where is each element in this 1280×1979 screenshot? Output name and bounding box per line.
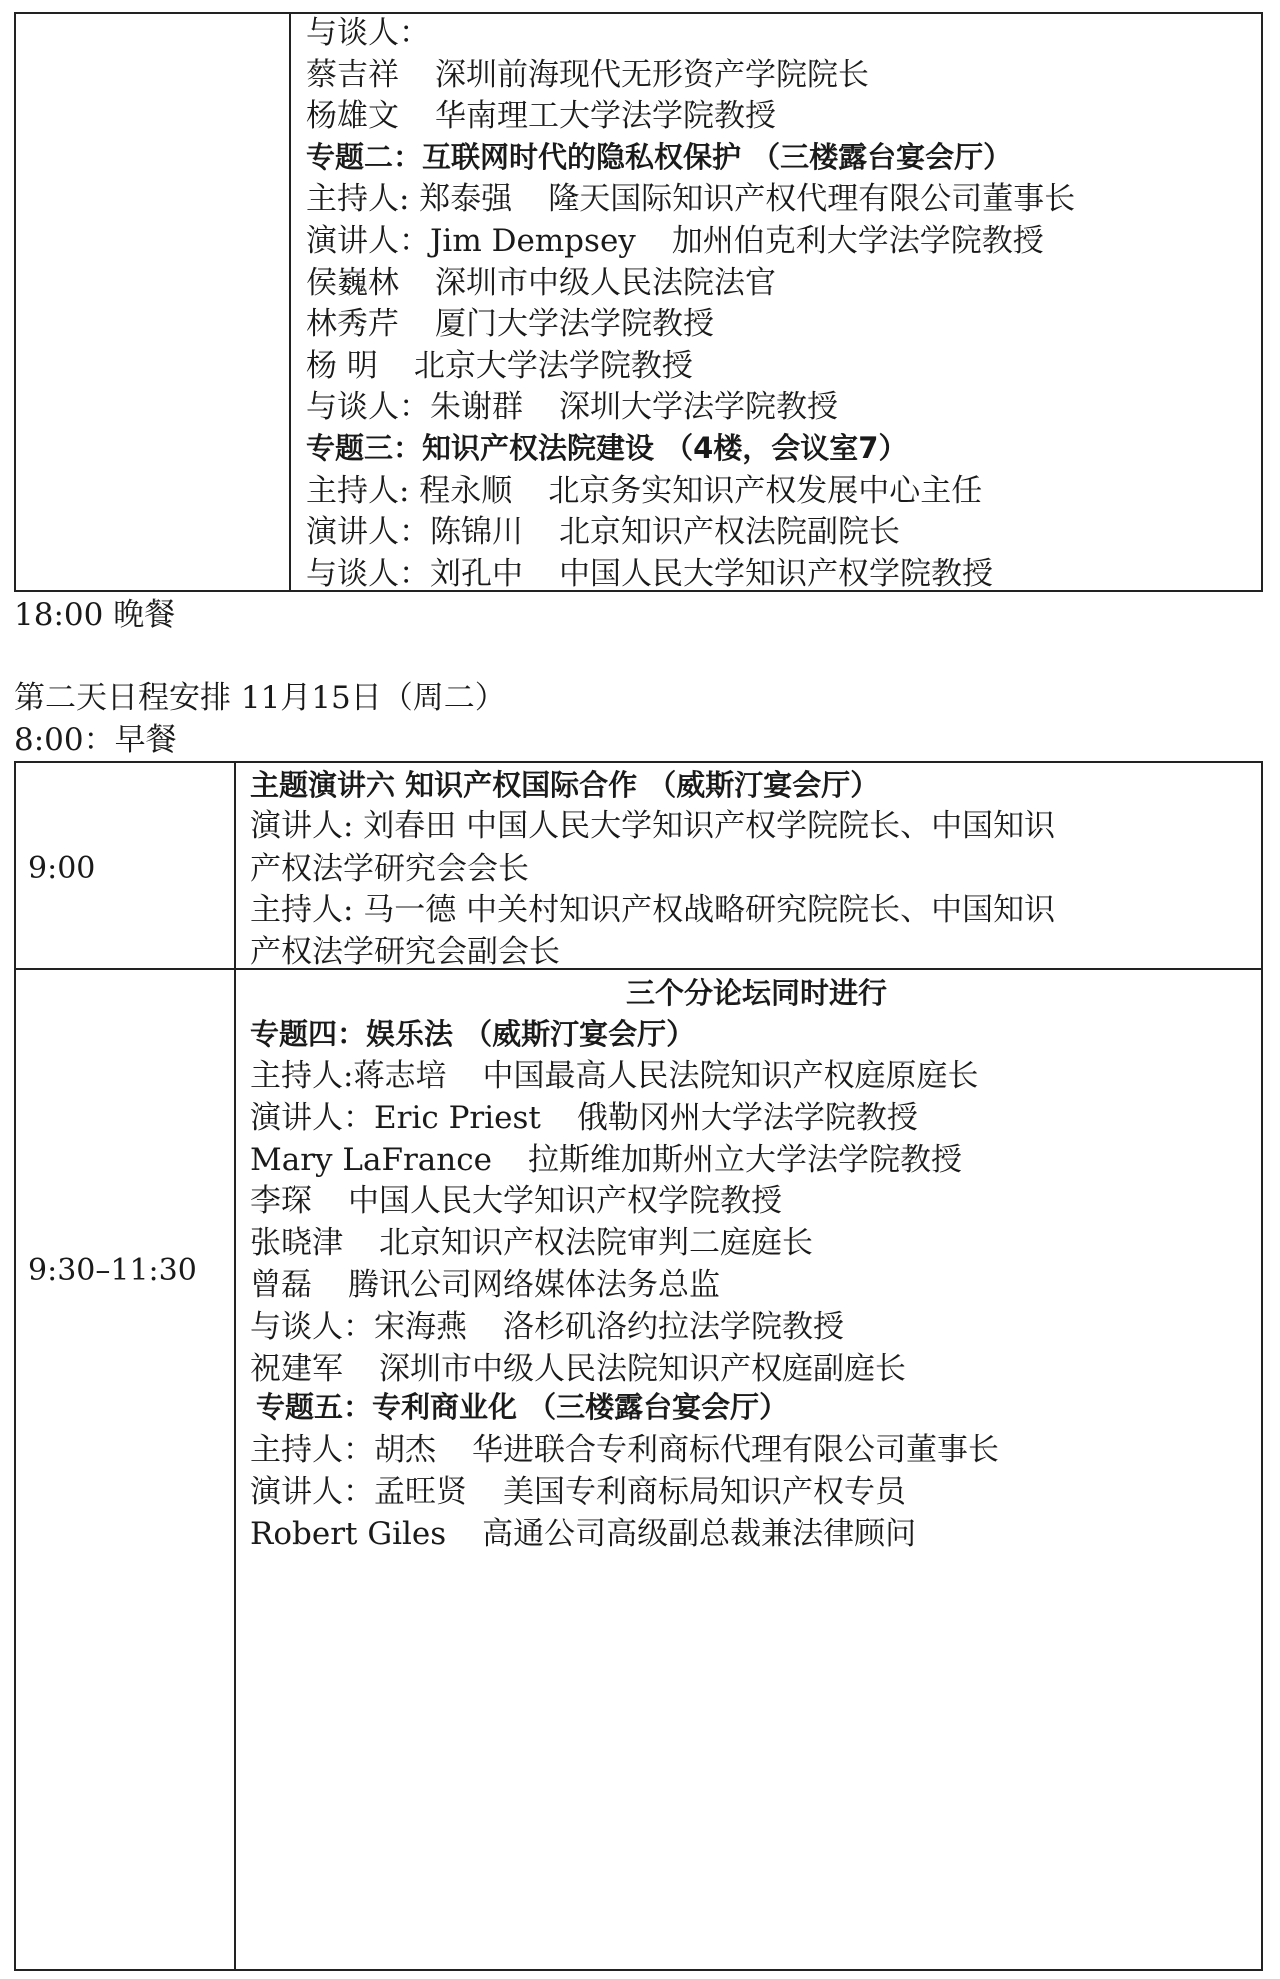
participant-line <box>306 223 1044 259</box>
participant-line <box>306 56 869 93</box>
participant-line <box>306 306 714 343</box>
person-name: 演讲人：孟旺贤 <box>250 1473 467 1510</box>
session-heading: 专题三：知识产权法院建设 （4楼，会议室7） <box>306 431 908 465</box>
person-role: 中国人民大学知识产权学院教授 <box>348 1183 782 1220</box>
person-name: 主持人: 郑泰强 <box>306 181 513 218</box>
person-role: 中国最高人民法院知识产权庭原庭长 <box>482 1058 979 1094</box>
participant-line: 与谈人： <box>306 15 430 51</box>
participant-line <box>250 1099 918 1136</box>
keynote-6-line: 产权法学研究会会长 <box>250 851 529 887</box>
session-5-heading: 专题五：专利商业化 （三楼露台宴会厅） <box>256 1390 789 1424</box>
person-name: 与谈人：朱谢群 <box>306 389 523 426</box>
keynote-6-line: 演讲人: 刘春田 中国人民大学知识产权学院院长、中国知识 <box>250 808 1056 844</box>
person-role: 深圳市中级人民法院法官 <box>435 264 776 301</box>
participant-line <box>306 264 776 301</box>
schedule-table-day1 <box>14 12 1263 592</box>
participant-line <box>250 1515 917 1552</box>
person-name: 演讲人：Jim Dempsey <box>306 223 636 259</box>
participant-line <box>306 98 776 135</box>
person-role: 腾讯公司网络媒体法务总监 <box>348 1267 720 1303</box>
person-role: 北京大学法学院教授 <box>413 347 693 384</box>
participant-line <box>306 472 983 509</box>
person-role: 北京知识产权法院审判二庭庭长 <box>379 1225 813 1262</box>
participant-line <box>306 555 993 592</box>
person-role: 北京务实知识产权发展中心主任 <box>548 472 983 509</box>
person-role: 深圳前海现代无形资产学院院长 <box>435 56 869 93</box>
participant-line <box>250 1473 906 1510</box>
breakfast-line: 8:00：早餐 <box>14 722 177 758</box>
person-role: 俄勒冈州大学法学院教授 <box>576 1099 918 1136</box>
participant-line <box>250 1058 979 1094</box>
time-cell-9-30-11-30: 9:30–11:30 <box>28 1253 197 1288</box>
person-role: 高通公司高级副总裁兼法律顾问 <box>482 1515 917 1552</box>
participant-line <box>306 181 1076 218</box>
session-4-heading: 专题四：娱乐法 （威斯汀宴会厅） <box>250 1017 696 1051</box>
person-role: 深圳大学法学院教授 <box>559 389 838 426</box>
person-role: 洛杉矶洛约拉法学院教授 <box>503 1308 844 1345</box>
person-name: 祝建军 <box>250 1350 343 1387</box>
person-name: 张晓津 <box>250 1225 343 1262</box>
person-name: 演讲人：Eric Priest <box>250 1099 541 1136</box>
participant-line <box>250 1308 844 1345</box>
column-divider <box>289 14 291 590</box>
schedule-table-day2 <box>14 761 1263 1971</box>
day2-title: 第二天日程安排 11月15日（周二） <box>14 680 506 716</box>
person-role: 北京知识产权法院副院长 <box>559 514 900 551</box>
keynote-6-line: 主持人: 马一德 中关村知识产权战略研究院院长、中国知识 <box>250 892 1056 928</box>
person-name: 主持人: 程永顺 <box>306 472 513 509</box>
person-role: 中国人民大学知识产权学院教授 <box>559 555 993 592</box>
session-heading: 专题二：互联网时代的隐私权保护 （三楼露台宴会厅） <box>306 139 1013 174</box>
person-name: 演讲人：陈锦川 <box>306 514 523 551</box>
person-name: 与谈人：刘孔中 <box>306 555 523 592</box>
person-name: 李琛 <box>250 1183 312 1220</box>
person-name: 侯巍林 <box>306 264 399 301</box>
participant-line <box>306 347 693 384</box>
person-role: 华南理工大学法学院教授 <box>435 98 776 135</box>
person-role: 隆天国际知识产权代理有限公司董事长 <box>548 181 1076 218</box>
time-cell-9-00: 9:00 <box>28 851 96 886</box>
keynote-6-heading: 主题演讲六 知识产权国际合作 （威斯汀宴会厅） <box>250 768 880 802</box>
participant-line <box>250 1183 782 1220</box>
person-name: 主持人：胡杰 <box>250 1432 436 1468</box>
person-name: 杨 明 <box>306 347 378 384</box>
person-role: 华进联合专利商标代理有限公司董事长 <box>472 1432 999 1468</box>
person-name: 主持人:蒋志培 <box>250 1058 447 1094</box>
person-role: 厦门大学法学院教授 <box>435 306 714 343</box>
person-role: 美国专利商标局知识产权专员 <box>503 1473 906 1510</box>
participant-line <box>306 514 900 551</box>
person-role: 深圳市中级人民法院知识产权庭副庭长 <box>379 1350 906 1387</box>
participant-line <box>250 1267 720 1303</box>
person-name: Mary LaFrance <box>250 1141 492 1178</box>
person-name: 曾磊 <box>250 1267 312 1303</box>
person-role: 加州伯克利大学法学院教授 <box>671 223 1044 259</box>
participant-line <box>306 389 838 426</box>
person-role: 拉斯维加斯州立大学法学院教授 <box>527 1141 962 1178</box>
person-name: 林秀芹 <box>306 306 399 343</box>
person-name: 蔡吉祥 <box>306 56 399 93</box>
dinner-line: 18:00 晚餐 <box>14 597 176 633</box>
participant-line <box>250 1350 906 1387</box>
person-name: Robert Giles <box>250 1515 447 1552</box>
person-name: 与谈人：宋海燕 <box>250 1308 467 1345</box>
participant-line <box>250 1141 962 1178</box>
participant-line <box>250 1432 999 1468</box>
parallel-forums-heading: 三个分论坛同时进行 <box>626 976 888 1010</box>
column-divider <box>234 763 236 1969</box>
keynote-6-line: 产权法学研究会副会长 <box>250 934 560 970</box>
participant-line <box>250 1225 813 1262</box>
person-name: 杨雄文 <box>306 98 399 135</box>
row-divider <box>16 968 1261 970</box>
